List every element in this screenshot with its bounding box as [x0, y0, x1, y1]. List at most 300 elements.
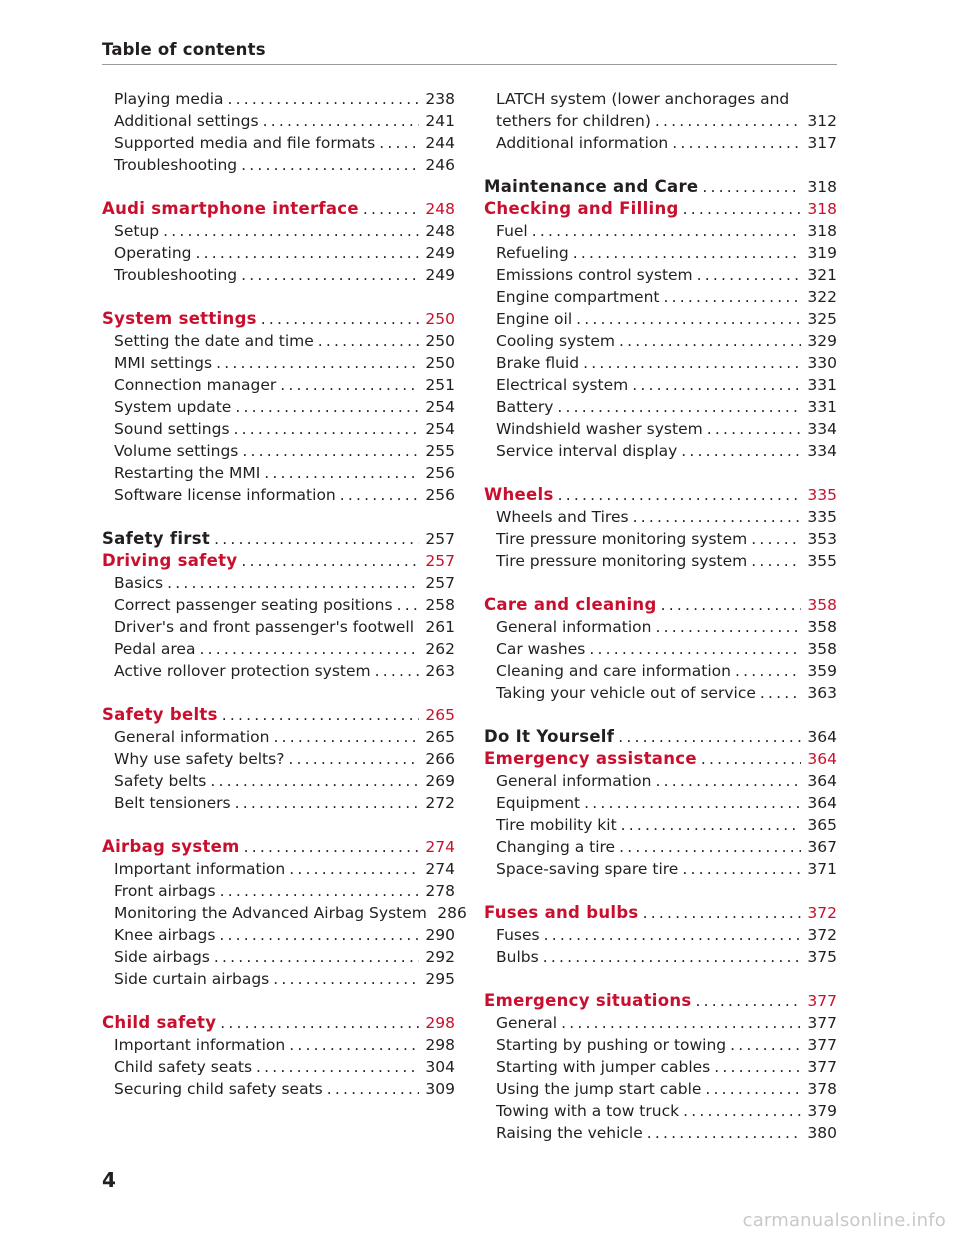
leader-dots: [375, 660, 419, 682]
toc-section-entry[interactable]: [484, 484, 837, 506]
leader-dots: [621, 814, 801, 836]
toc-entry-label: Raising the vehicle: [496, 1124, 643, 1142]
leader-dots: [705, 1078, 801, 1100]
toc-entry-page: 321: [807, 266, 837, 284]
toc-entry[interactable]: [102, 638, 455, 660]
leader-dots: [220, 880, 419, 902]
toc-entry-page: 266: [425, 750, 455, 768]
toc-entry-label: Tire pressure monitoring system: [496, 530, 748, 548]
leader-dots: [672, 132, 801, 154]
toc-entry[interactable]: [484, 924, 837, 946]
toc-entry-page: 378: [807, 1080, 837, 1098]
toc-section-entry[interactable]: [484, 748, 837, 770]
toc-entry-page: 335: [807, 486, 837, 504]
leader-dots: [655, 110, 801, 132]
toc-entry[interactable]: [102, 726, 455, 748]
toc-entry[interactable]: [102, 902, 467, 924]
toc-entry-page: 244: [425, 134, 455, 152]
leader-dots: [242, 440, 419, 462]
toc-entry-label: Electrical system: [496, 376, 629, 394]
toc-entry-label: Pedal area: [114, 640, 196, 658]
toc-entry-label: Additional information: [496, 134, 669, 152]
toc-entry-page: 238: [425, 90, 455, 108]
toc-section-entry[interactable]: [484, 902, 837, 924]
toc-entry[interactable]: [102, 792, 455, 814]
toc-column-left: [102, 88, 467, 1100]
leader-dots: [544, 924, 801, 946]
toc-entry-page: 256: [425, 486, 455, 504]
toc-entry-label: Maintenance and Care: [484, 177, 699, 196]
toc-entry-page: 263: [425, 662, 455, 680]
toc-entry-label: Cooling system: [496, 332, 616, 350]
toc-entry-label: Driver's and front passenger's footwell: [114, 618, 415, 636]
toc-entry[interactable]: [484, 770, 837, 792]
toc-entry-label: Fuses and bulbs: [484, 903, 639, 922]
toc-entry-page: 358: [807, 640, 837, 658]
toc-entry[interactable]: [484, 550, 837, 572]
leader-dots: [557, 396, 801, 418]
toc-entry-label: Why use safety belts?: [114, 750, 285, 768]
leader-dots: [683, 1100, 801, 1122]
toc-entry[interactable]: [484, 506, 837, 528]
toc-entry-page: 262: [425, 640, 455, 658]
toc-entry-page: 334: [807, 420, 837, 438]
toc-entry-page: 358: [807, 618, 837, 636]
toc-entry-page: 250: [425, 332, 455, 350]
toc-entry-label: Emergency assistance: [484, 749, 697, 768]
leader-dots: [532, 220, 801, 242]
toc-entry[interactable]: [484, 286, 837, 308]
toc-entry-page: 248: [425, 200, 455, 218]
toc-section-entry[interactable]: [102, 550, 455, 572]
toc-entry-label: Monitoring the Advanced Airbag System: [114, 904, 427, 922]
toc-section-entry[interactable]: [102, 198, 455, 220]
toc-entry-label: Starting by pushing or towing: [496, 1036, 727, 1054]
leader-dots: [682, 858, 801, 880]
toc-entry[interactable]: [484, 440, 837, 462]
toc-entry-page: 254: [425, 420, 455, 438]
leader-dots: [701, 748, 801, 770]
leader-dots: [619, 330, 801, 352]
toc-entry-label: Side curtain airbags: [114, 970, 270, 988]
leader-dots: [289, 1034, 419, 1056]
toc-entry-label: Engine compartment: [496, 288, 660, 306]
toc-entry-page: 318: [807, 178, 837, 196]
leader-dots: [751, 550, 801, 572]
toc-entry[interactable]: [102, 880, 455, 902]
leader-dots: [220, 1012, 419, 1034]
leader-dots: [573, 242, 801, 264]
toc-entry-page: 331: [807, 398, 837, 416]
toc-entry[interactable]: [102, 770, 455, 792]
toc-entry-label: Changing a tire: [496, 838, 616, 856]
leader-dots: [210, 770, 419, 792]
toc-entry[interactable]: [484, 352, 837, 374]
toc-entry-label: Child safety seats: [114, 1058, 253, 1076]
toc-entry-page: 355: [807, 552, 837, 570]
toc-entry-page: 367: [807, 838, 837, 856]
toc-entry[interactable]: [102, 330, 455, 352]
toc-entry-label: Knee airbags: [114, 926, 216, 944]
toc-entry-page: 335: [807, 508, 837, 526]
toc-entry-label: Safety belts: [102, 705, 218, 724]
leader-dots: [418, 616, 419, 638]
toc-entry[interactable]: [102, 264, 455, 286]
toc-entry[interactable]: [102, 1078, 455, 1100]
toc-entry[interactable]: [102, 462, 455, 484]
toc-entry[interactable]: [484, 264, 837, 286]
toc-entry-label: Using the jump start cable: [496, 1080, 702, 1098]
toc-entry-label: Care and cleaning: [484, 595, 657, 614]
toc-entry[interactable]: [102, 924, 455, 946]
toc-entry[interactable]: [484, 132, 837, 154]
toc-entry-page: 380: [807, 1124, 837, 1142]
toc-entry[interactable]: [484, 836, 837, 858]
toc-entry-page: 377: [807, 1036, 837, 1054]
toc-entry-page: 261: [425, 618, 455, 636]
toc-entry[interactable]: [102, 396, 455, 418]
toc-entry-label: Important information: [114, 860, 286, 878]
toc-entry[interactable]: [484, 242, 837, 264]
toc-entry-page: 334: [807, 442, 837, 460]
toc-entry[interactable]: [102, 748, 455, 770]
toc-entry-page: 353: [807, 530, 837, 548]
toc-entry-page: 274: [425, 860, 455, 878]
toc-entry-label: Active rollover protection system: [114, 662, 371, 680]
toc-entry[interactable]: [484, 418, 837, 440]
toc-entry-label: Troubleshooting: [114, 156, 238, 174]
toc-entry-label: Safety first: [102, 529, 211, 548]
toc-entry-page: 309: [425, 1080, 455, 1098]
toc-entry[interactable]: [102, 660, 455, 682]
toc-entry[interactable]: [484, 528, 837, 550]
leader-dots: [261, 308, 419, 330]
toc-entry[interactable]: [102, 858, 455, 880]
leader-dots: [735, 660, 801, 682]
toc-entry-label: Important information: [114, 1036, 286, 1054]
toc-entry-label: Sound settings: [114, 420, 230, 438]
leader-dots: [397, 594, 419, 616]
leader-dots: [214, 528, 419, 550]
leader-dots: [558, 484, 801, 506]
leader-dots: [222, 704, 419, 726]
toc-entry-label: Refueling: [496, 244, 569, 262]
toc-entry[interactable]: [102, 616, 455, 638]
leader-dots: [681, 440, 801, 462]
leader-dots: [702, 176, 801, 198]
toc-entry-label: Emissions control system: [496, 266, 693, 284]
toc-entry-page: 364: [807, 794, 837, 812]
toc-entry-page: 363: [807, 684, 837, 702]
toc-entry[interactable]: [484, 1056, 837, 1078]
toc-entry[interactable]: [484, 682, 837, 704]
toc-entry[interactable]: [102, 484, 455, 506]
leader-dots: [219, 924, 419, 946]
leader-dots: [363, 198, 419, 220]
toc-entry-page: 298: [425, 1014, 455, 1032]
toc-section-entry[interactable]: [102, 1012, 455, 1034]
leader-dots: [214, 946, 419, 968]
toc-entry[interactable]: [484, 946, 837, 968]
toc-entry-label: Software license information: [114, 486, 336, 504]
toc-entry-label: Additional settings: [114, 112, 259, 130]
toc-entry-label: Space-saving spare tire: [496, 860, 679, 878]
toc-entry-label: Correct passenger seating positions: [114, 596, 393, 614]
toc-entry-page: 257: [425, 552, 455, 570]
toc-entry-label: Securing child safety seats: [114, 1080, 323, 1098]
leader-dots: [288, 748, 419, 770]
toc-section-entry[interactable]: [102, 704, 455, 726]
toc-entry-label: Volume settings: [114, 442, 239, 460]
toc-entry-page: 325: [807, 310, 837, 328]
toc-entry-label: Fuel: [496, 222, 528, 240]
leader-dots: [163, 220, 419, 242]
page-title: Table of contents: [102, 40, 266, 59]
toc-entry-page: 292: [425, 948, 455, 966]
toc-entry-label: Car washes: [496, 640, 586, 658]
page-header: [102, 40, 837, 65]
toc-entry-label: Starting with jumper cables: [496, 1058, 711, 1076]
leader-dots: [273, 968, 419, 990]
leader-dots: [589, 638, 801, 660]
toc-entry-page: 269: [425, 772, 455, 790]
leader-dots: [228, 88, 420, 110]
toc-entry-page: 329: [807, 332, 837, 350]
toc-entry-page: 246: [425, 156, 455, 174]
toc-entry-page: 250: [425, 354, 455, 372]
toc-entry-page: 250: [425, 310, 455, 328]
toc-entry-label: Taking your vehicle out of service: [496, 684, 756, 702]
toc-entry[interactable]: [484, 1078, 837, 1100]
toc-entry-page: 318: [807, 200, 837, 218]
toc-entry-label: Battery: [496, 398, 554, 416]
toc-section-entry[interactable]: [484, 176, 837, 198]
leader-dots: [632, 374, 801, 396]
toc-entry[interactable]: [484, 330, 837, 352]
toc-entry[interactable]: [484, 638, 837, 660]
leader-dots: [633, 506, 801, 528]
toc-entry-label: Bulbs: [496, 948, 539, 966]
leader-dots: [697, 264, 801, 286]
leader-dots: [561, 1012, 801, 1034]
toc-entry-page: 257: [425, 574, 455, 592]
toc-entry[interactable]: [102, 88, 455, 110]
toc-entry-page: 365: [807, 816, 837, 834]
toc-entry-page: 375: [807, 948, 837, 966]
toc-entry[interactable]: [484, 616, 837, 638]
toc-section-entry[interactable]: [484, 726, 837, 748]
toc-section-entry[interactable]: [484, 594, 837, 616]
toc-entry-page: 364: [807, 772, 837, 790]
leader-dots: [643, 902, 801, 924]
leader-dots: [730, 1034, 801, 1056]
toc-entry[interactable]: [484, 396, 837, 418]
toc-entry-label: System update: [114, 398, 232, 416]
toc-entry[interactable]: [102, 242, 455, 264]
leader-dots: [241, 264, 419, 286]
toc-entry-label: Belt tensioners: [114, 794, 231, 812]
toc-entry[interactable]: [102, 132, 455, 154]
toc-entry[interactable]: [102, 110, 455, 132]
toc-entry-page: 364: [807, 750, 837, 768]
toc-section-entry[interactable]: [484, 990, 837, 1012]
toc-entry-label: General information: [496, 772, 652, 790]
toc-section-entry[interactable]: [102, 528, 455, 550]
toc-entry[interactable]: [484, 1100, 837, 1122]
toc-entry-page: 358: [807, 596, 837, 614]
toc-entry[interactable]: [102, 1056, 455, 1078]
toc-entry-label: Safety belts: [114, 772, 207, 790]
toc-entry-label: Side airbags: [114, 948, 210, 966]
toc-entry[interactable]: [102, 440, 455, 462]
page-number: 4: [102, 1168, 116, 1192]
toc-entry-label: Restarting the MMI: [114, 464, 261, 482]
toc-entry-page: 318: [807, 222, 837, 240]
toc-entry-page: 379: [807, 1102, 837, 1120]
toc-entry-label: Connection manager: [114, 376, 277, 394]
toc-entry[interactable]: [484, 110, 837, 132]
toc-entry-label: Operating: [114, 244, 192, 262]
toc-entry-label: Wheels and Tires: [496, 508, 629, 526]
toc-column-right: [484, 88, 837, 1144]
toc-entry-page: 319: [807, 244, 837, 262]
toc-entry-page: 255: [425, 442, 455, 460]
leader-dots: [263, 110, 419, 132]
leader-dots: [234, 418, 419, 440]
toc-entry-label: Supported media and file formats: [114, 134, 376, 152]
toc-entry[interactable]: [484, 374, 837, 396]
toc-entry-label: Equipment: [496, 794, 581, 812]
toc-entry-page: 317: [807, 134, 837, 152]
toc-entry-page: 371: [807, 860, 837, 878]
toc-entry[interactable]: [484, 814, 837, 836]
toc-entry[interactable]: [102, 594, 455, 616]
leader-dots: [318, 330, 419, 352]
leader-dots: [760, 682, 801, 704]
toc-entry-label: LATCH system (lower anchorages and: [496, 90, 790, 108]
toc-entry-label: Engine oil: [496, 310, 573, 328]
toc-entry[interactable]: [484, 792, 837, 814]
leader-dots: [379, 132, 419, 154]
toc-entry-page: 249: [425, 266, 455, 284]
toc-entry-page: 322: [807, 288, 837, 306]
toc-entry[interactable]: [102, 1034, 455, 1056]
leader-dots: [707, 418, 801, 440]
leader-dots: [241, 154, 419, 176]
toc-entry-label: Tire pressure monitoring system: [496, 552, 748, 570]
leader-dots: [663, 286, 801, 308]
leader-dots: [655, 770, 801, 792]
toc-entry-page: 304: [425, 1058, 455, 1076]
toc-entry-label: Checking and Filling: [484, 199, 679, 218]
leader-dots: [241, 550, 419, 572]
toc-entry-label: Tire mobility kit: [496, 816, 617, 834]
toc-entry-page: 286: [437, 904, 467, 922]
toc-entry[interactable]: [102, 968, 455, 990]
toc-entry-label: General: [496, 1014, 558, 1032]
leader-dots: [289, 858, 419, 880]
toc-entry-label: Setting the date and time: [114, 332, 314, 350]
toc-entry-page: 278: [425, 882, 455, 900]
leader-dots: [583, 352, 801, 374]
toc-entry[interactable]: [102, 374, 455, 396]
leader-dots: [264, 462, 419, 484]
toc-entry[interactable]: [484, 1122, 837, 1144]
leader-dots: [167, 572, 419, 594]
toc-entry-label: Windshield washer system: [496, 420, 703, 438]
toc-entry-page: 298: [425, 1036, 455, 1054]
toc-entry[interactable]: [484, 308, 837, 330]
leader-dots: [273, 726, 419, 748]
toc-entry-page: 372: [807, 904, 837, 922]
toc-entry-label: General information: [496, 618, 652, 636]
toc-entry[interactable]: [484, 1012, 837, 1034]
toc-entry-page: 331: [807, 376, 837, 394]
leader-dots: [655, 616, 801, 638]
leader-dots: [618, 726, 801, 748]
toc-entry-label: Fuses: [496, 926, 540, 944]
toc-entry[interactable]: [102, 418, 455, 440]
toc-entry-page: 359: [807, 662, 837, 680]
toc-entry-page: 312: [807, 112, 837, 130]
toc-entry-page: 251: [425, 376, 455, 394]
toc-section-entry[interactable]: [102, 836, 455, 858]
toc-entry[interactable]: [484, 660, 837, 682]
toc-entry[interactable]: [484, 1034, 837, 1056]
toc-entry-label: Troubleshooting: [114, 266, 238, 284]
toc-entry-label: Child safety: [102, 1013, 217, 1032]
toc-entry-page: 257: [425, 530, 455, 548]
toc-entry-label: Brake fluid: [496, 354, 580, 372]
toc-entry[interactable]: [484, 88, 837, 110]
leader-dots: [235, 396, 419, 418]
toc-entry-label: Emergency situations: [484, 991, 692, 1010]
toc-entry-label: System settings: [102, 309, 257, 328]
toc-entry[interactable]: [102, 220, 455, 242]
toc-entry-label: Playing media: [114, 90, 224, 108]
toc-section-entry[interactable]: [102, 308, 455, 330]
toc-entry-page: 241: [425, 112, 455, 130]
toc-entry[interactable]: [484, 220, 837, 242]
leader-dots: [543, 946, 801, 968]
toc-entry[interactable]: [102, 946, 455, 968]
toc-entry-page: 295: [425, 970, 455, 988]
leader-dots: [619, 836, 801, 858]
toc-entry[interactable]: [102, 352, 455, 374]
toc-entry-page: 265: [425, 706, 455, 724]
toc-entry-page: 249: [425, 244, 455, 262]
toc-entry-label: MMI settings: [114, 354, 213, 372]
leader-dots: [256, 1056, 419, 1078]
leader-dots: [683, 198, 801, 220]
leader-dots: [584, 792, 801, 814]
toc-entry-page: 265: [425, 728, 455, 746]
toc-entry-label: Do It Yourself: [484, 727, 615, 746]
toc-entry[interactable]: [102, 154, 455, 176]
leader-dots: [280, 374, 419, 396]
toc-entry-page: 256: [425, 464, 455, 482]
toc-entry-page: 377: [807, 992, 837, 1010]
toc-entry-label: Wheels: [484, 485, 554, 504]
toc-entry-label: Service interval display: [496, 442, 678, 460]
toc-entry-page: 274: [425, 838, 455, 856]
toc-entry-label: General information: [114, 728, 270, 746]
toc-entry[interactable]: [484, 858, 837, 880]
toc-section-entry[interactable]: [484, 198, 837, 220]
toc-entry[interactable]: [102, 572, 455, 594]
leader-dots: [696, 990, 801, 1012]
leader-dots: [714, 1056, 801, 1078]
